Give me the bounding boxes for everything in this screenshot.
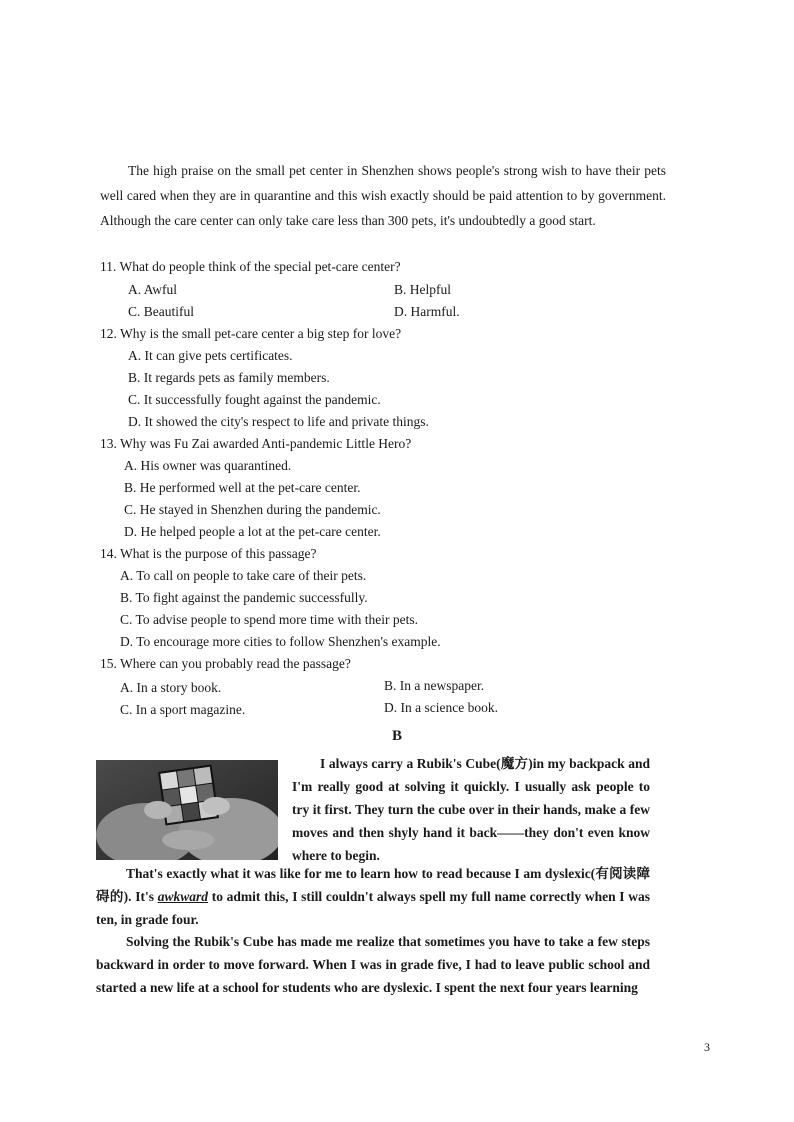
question-12: 12. Why is the small pet-care center a big step for love? xyxy=(100,326,402,341)
q11-option-b: B. Helpful xyxy=(394,282,451,297)
q14-option-a: A. To call on people to take care of their pets. xyxy=(120,568,367,583)
underlined-word-awkward: awkward xyxy=(157,889,208,904)
q13-option-c: C. He stayed in Shenzhen during the pandemic. xyxy=(124,502,381,517)
question-14: 14. What is the purpose of this passage? xyxy=(100,546,317,561)
q11-option-a: A. Awful xyxy=(128,282,178,297)
q15-option-b: B. In a newspaper. xyxy=(384,678,485,693)
question-15: 15. Where can you probably read the passage? xyxy=(100,656,351,671)
section-b-paragraph-2 xyxy=(96,862,650,931)
para2-text-before: That's exactly what it was like for me to learn how to read because I am dyslexic(有阅读障碍的). It's xyxy=(96,866,650,904)
q11-option-d: D. Harmful. xyxy=(394,304,460,319)
question-13: 13. Why was Fu Zai awarded Anti-pandemic Little Hero? xyxy=(100,436,412,451)
q12-option-a: A. It can give pets certificates. xyxy=(128,348,293,363)
section-b-heading: B xyxy=(391,728,402,744)
q15-option-a: A. In a story book. xyxy=(120,680,222,695)
rubiks-cube-photo xyxy=(96,760,278,860)
page-number: 3 xyxy=(704,1040,710,1054)
q13-option-a: A. His owner was quarantined. xyxy=(124,458,292,473)
q14-option-c: C. To advise people to spend more time with their pets. xyxy=(120,612,419,627)
q13-option-b: B. He performed well at the pet-care center. xyxy=(124,480,361,495)
para2-text-after: to admit this, I still couldn't always spell my full name correctly when I was ten, in grade four. xyxy=(96,889,650,927)
q15-option-c: C. In a sport magazine. xyxy=(120,702,246,717)
q12-option-d: D. It showed the city's respect to life and private things. xyxy=(128,414,429,429)
q12-option-b: B. It regards pets as family members. xyxy=(128,370,330,385)
q14-option-b: B. To fight against the pandemic successfully. xyxy=(120,590,368,605)
q11-option-c: C. Beautiful xyxy=(128,304,194,319)
q14-option-d: D. To encourage more cities to follow Shenzhen's example. xyxy=(120,634,441,649)
q15-option-d: D. In a science book. xyxy=(384,700,498,715)
hands-cube-illustration xyxy=(96,760,278,860)
q12-option-c: C. It successfully fought against the pandemic. xyxy=(128,392,381,407)
section-b-paragraph-1: I always carry a Rubik's Cube(魔方)in my backpack and I'm really good at solving it quickly. I usually ask people to try it first. They turn the cube over in their hands, make a few moves and then shyly hand it back——they don't even know where to begin. xyxy=(292,756,650,863)
section-b-paragraph-3: Solving the Rubik's Cube has made me realize that sometimes you have to take a few steps backward in order to move forward. When I was in grade five, I had to leave public school and started a new life at a school for students who are dyslexic. I spent the next four years learning xyxy=(96,934,650,995)
passage-a-final-paragraph: The high praise on the small pet center in Shenzhen shows people's strong wish to have their pets well cared when they are in quarantine and this wish exactly should be paid attention to by government. Although the care center can only take care less than 300 pets, it's undoubtedly a good start. xyxy=(100,163,666,228)
q13-option-d: D. He helped people a lot at the pet-care center. xyxy=(124,524,381,539)
question-11: 11. What do people think of the special pet-care center? xyxy=(100,259,401,274)
